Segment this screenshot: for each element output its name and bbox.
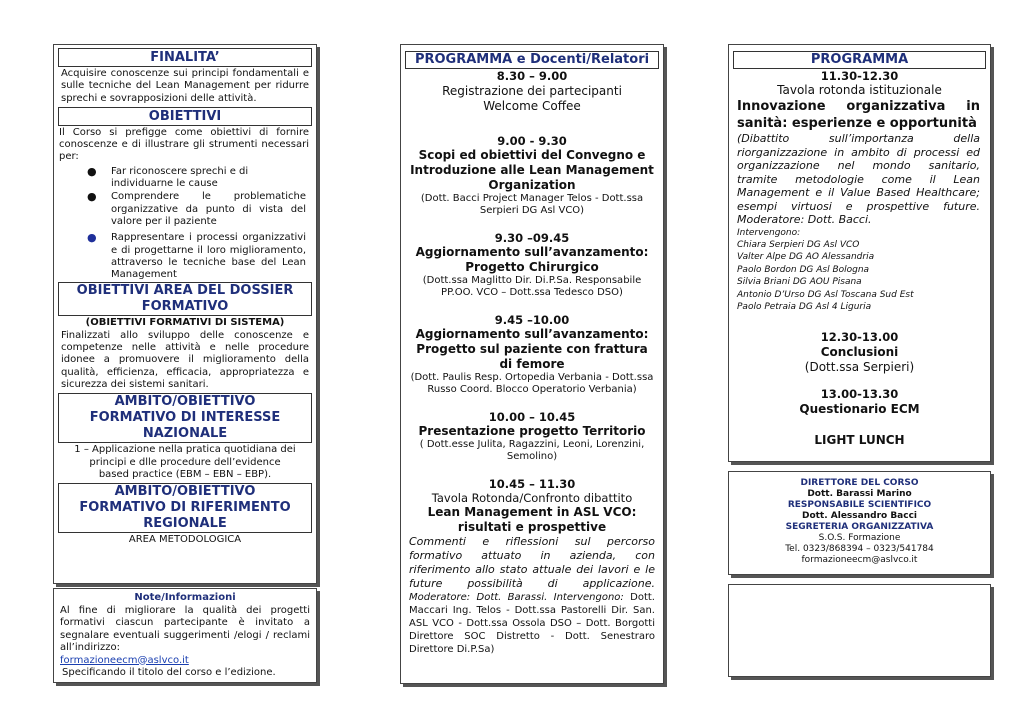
regionale-text: AREA METODOLOGICA (128, 534, 242, 546)
session-time: 10.00 – 10.45 (488, 410, 576, 424)
organization-panel (728, 471, 991, 575)
session-title-line: Questionario ECM (799, 401, 920, 416)
session-time: 8.30 – 9.00 (496, 69, 568, 83)
session-comment: Commenti e riflessioni sul percorso formativo attuato in azienda, con riferimento allo stato attuale dei lavori e le future possibilità di applicazione. (409, 535, 655, 590)
nazionale-text: 1 – Applicazione nella pratica quotidiana dei principi e dlle procedure dell’evidence based practice (EBM – EBN – EBP). (74, 444, 296, 480)
session-title-line: Scopi ed obiettivi del Convegno e (418, 148, 646, 162)
left-panel (53, 44, 317, 584)
intervengono-label: Intervengono: (737, 227, 801, 238)
session-femore (401, 313, 663, 396)
session-title-line: Presentazione progetto Territorio (418, 424, 646, 438)
speaker-item: Valter Alpe DG AO Alessandria (737, 252, 875, 262)
note-title: Note/Informazioni (134, 592, 236, 603)
speakers-list (729, 239, 990, 314)
obiettivi-intro: Il Corso si prefigge come obiettivi di fornire conoscenze e di illustrare gli strumenti necessari per: (59, 126, 309, 163)
programma-docenti-heading: PROGRAMMA e Docenti/Relatori (405, 51, 659, 69)
list-item: ● Comprendere le problematiche organizzative da punto di vista del valore per il paziente (87, 190, 306, 227)
dossier-title-line: OBIETTIVI AREA DEL DOSSIER (76, 283, 294, 299)
session-intervengono-text: Dott. Maccari Ing. Telos - Dott.ssa Pastorelli Dir. San. ASL VCO - Dott.ssa Ossola DSO – Dott. Borgotti Direttore SOC Distretto - Dott. Senestraro Direttore Di.P.Sa) (409, 592, 655, 655)
dossier-heading (58, 282, 312, 316)
session-time: 11.30-12.30 (820, 69, 899, 83)
list-item: ● Far riconoscere sprechi e di individuarne le cause (87, 164, 249, 190)
speaker-item: Paolo Petraia DG Asl 4 Liguria (737, 302, 872, 312)
segreteria-label: SEGRETERIA ORGANIZZATIVA (785, 522, 934, 532)
regionale-title-line: FORMATIVO DI RIFERIMENTO (79, 500, 291, 516)
nazionale-title-line: NAZIONALE (142, 426, 228, 442)
session-questionario (729, 387, 990, 417)
direttore-name: Dott. Barassi Marino (807, 489, 912, 499)
regionale-title-line: AMBITO/OBIETTIVO (114, 484, 256, 500)
session-people-line: (Dott.ssa Maglitto Dir. Di.P.Sa. Responsabile (422, 275, 642, 286)
session-people-line: Semolino) (506, 451, 558, 462)
note-footer: Specificando il titolo del corso e l’edizione. (62, 667, 276, 678)
nazionale-title-line: AMBITO/OBIETTIVO (114, 394, 256, 410)
session-title-line: Progetto Chirurgico (465, 260, 599, 274)
note-panel (53, 588, 317, 683)
session-title-line: Progetto sul paziente con frattura (416, 342, 648, 356)
session-people-line: Russo Coord. Blocco Operatorio Verbania) (427, 384, 637, 395)
session-title-line: Aggiornamento sull’avanzamento: (415, 327, 649, 341)
session-title-line: Aggiornamento sull’avanzamento: (415, 245, 649, 259)
session-line: Tavola rotonda istituzionale (777, 83, 942, 97)
center-panel (400, 44, 664, 684)
note-email-link[interactable]: formazioneecm@aslvco.it (60, 654, 189, 666)
session-time: 9.30 –09.45 (494, 231, 570, 245)
tavola-istituzionale-title: Innovazione organizzativa in sanità: esperienze e opportunità (737, 99, 980, 131)
session-title-line: Lean Management in ASL VCO: (427, 505, 637, 519)
speaker-item: Paolo Bordon DG Asl Bologna (737, 264, 870, 275)
session-moderatore: Moderatore: Dott. Barassi. (409, 592, 548, 603)
programma-heading: PROGRAMMA (733, 51, 986, 69)
segreteria-name: S.O.S. Formazione (818, 533, 901, 543)
session-people-line: (Dott. Paulis Resp. Ortopedia Verbania - Dott.ssa (410, 372, 654, 383)
session-people-line: (Dott. Bacci Project Manager Telos - Dott.ssa (420, 193, 644, 204)
session-title-line: Conclusioni (820, 344, 899, 359)
session-registrazione (401, 69, 663, 114)
session-time: 13.00-13.30 (820, 386, 899, 401)
obiettivi-heading: OBIETTIVI (58, 107, 312, 126)
light-lunch: LIGHT LUNCH (814, 432, 905, 447)
session-time: 9.00 - 9.30 (497, 134, 567, 148)
note-text: Al fine di migliorare la qualità dei progetti formativi ciascun partecipante è invitato a segnalare eventuali suggerimenti /elogi / reclami all’indirizzo: (60, 604, 310, 653)
responsabile-name: Dott. Alessandro Bacci (801, 511, 918, 521)
responsabile-label: RESPONSABILE SCIENTIFICO (787, 500, 932, 510)
session-line: Tavola Rotonda/Confronto dibattito (431, 491, 633, 505)
obiettivi-list (54, 164, 316, 282)
right-panel (728, 44, 991, 462)
nazionale-title-line: FORMATIVO DI INTERESSE (89, 410, 281, 426)
session-tavola-rotonda (401, 477, 663, 656)
session-territorio (401, 410, 663, 463)
speaker-item: Silvia Briani DG AOU Pisana (737, 277, 862, 287)
bullet-icon: ● (87, 190, 97, 204)
session-chirurgico (401, 231, 663, 299)
bullet-icon: ● (87, 164, 97, 178)
regionale-heading (58, 483, 312, 533)
session-title-line: di femore (499, 357, 565, 371)
session-time: 10.45 – 11.30 (488, 477, 576, 491)
session-people-line: Serpieri DG Asl VCO) (479, 205, 585, 216)
dossier-title-line: FORMATIVO (141, 299, 229, 315)
nazionale-heading (58, 393, 312, 443)
session-people-line: (Dott.ssa Serpieri) (804, 359, 915, 374)
session-people-line: ( Dott.esse Julita, Ragazzini, Leoni, Lorenzini, (419, 439, 645, 450)
session-conclusioni (729, 330, 990, 375)
dossier-text: Finalizzati allo sviluppo delle conoscenze e competenze nelle attività e nelle procedure idonee a promuovere il miglioramento della qualità, efficienza, efficacia, appropriatezza e sicurezza dei sistemi sanitari. (61, 329, 309, 390)
tavola-istituzionale-desc: (Dibattito sull’importanza della riorganizzazione in ambito di processi ed organizzazione nel mondo sanitario, tramite metodologie come il Lean Management e il Value Based Healthcare; esempi virtuosi e prospettive future. Moderatore: Dott. Bacci. (737, 132, 980, 226)
empty-panel (728, 584, 991, 677)
session-title-line: risultati e prospettive (457, 520, 607, 534)
session-line: Welcome Coffee (483, 99, 581, 113)
contact-email: formazioneecm@aslvco.it (801, 555, 918, 565)
direttore-label: DIRETTORE DEL CORSO (800, 478, 919, 488)
session-scopi (401, 134, 663, 217)
session-title-line: Organization (488, 178, 576, 192)
finalita-heading: FINALITA’ (58, 48, 312, 67)
dossier-subtitle: (OBIETTIVI FORMATIVI DI SISTEMA) (85, 317, 285, 329)
speaker-item: Chiara Serpieri DG Asl VCO (737, 239, 860, 250)
speaker-item: Antonio D’Urso DG Asl Toscana Sud Est (737, 289, 914, 300)
session-time: 9.45 –10.00 (494, 313, 570, 327)
telephone: Tel. 0323/868394 – 0323/541784 (785, 544, 934, 554)
regionale-title-line: REGIONALE (143, 516, 227, 532)
finalita-text: Acquisire conoscenze sui principi fondamentali e sulle tecniche del Lean Management per ridurre sprechi e sovrapposizioni delle attività. (61, 68, 309, 104)
session-line: Registrazione dei partecipanti (442, 84, 622, 98)
list-item: ● Rappresentare i processi organizzativi e di progettarne il loro miglioramento, attraverso le tecniche base del Lean Management (87, 231, 306, 281)
bullet-icon: ● (87, 231, 97, 245)
session-title-line: Introduzione alle Lean Management (410, 163, 654, 177)
session-people-line: PP.OO. VCO – Dott.ssa Tedesco DSO) (441, 287, 623, 298)
session-time: 12.30-13.00 (820, 329, 899, 344)
session-intervengono-label: Intervengono: (553, 592, 624, 603)
